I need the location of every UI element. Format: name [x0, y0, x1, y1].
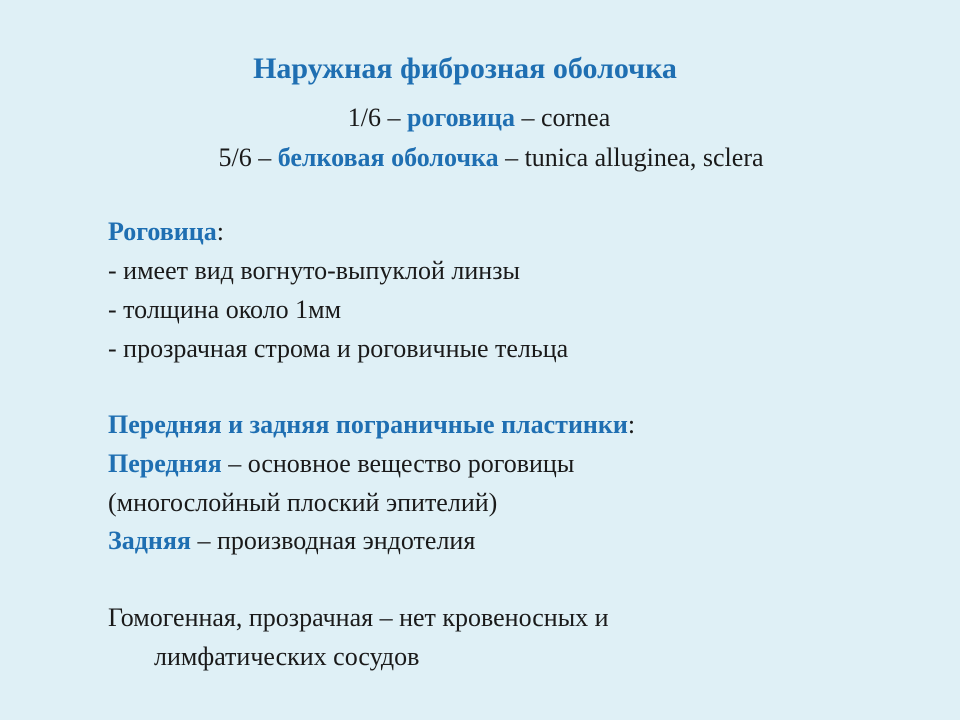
plates-posterior-term: Задняя: [108, 526, 191, 555]
plates-posterior: [108, 526, 475, 556]
plates-heading: [108, 410, 635, 440]
cornea-heading-colon: :: [216, 217, 224, 246]
cornea-item: - прозрачная строма и роговичные тельца: [108, 334, 569, 363]
ratio-sclera: [0, 143, 960, 173]
ratio-sclera-term: белковая оболочка: [277, 143, 499, 172]
cornea-heading-term: Роговица: [108, 217, 217, 246]
plates-anterior-term: Передняя: [108, 449, 222, 478]
ratio-cornea: [0, 103, 958, 133]
cornea-item: - имеет вид вогнуто-выпуклой линзы: [108, 256, 520, 285]
cornea-heading: [108, 217, 224, 247]
plates-posterior-text: – производная эндотелия: [191, 526, 476, 555]
ratio-sclera-prefix: 5/6 –: [218, 143, 278, 172]
cornea-item: - толщина около 1мм: [108, 295, 342, 324]
summary-line: Гомогенная, прозрачная – нет кровеносных и: [108, 603, 609, 632]
ratio-cornea-suffix: – cornea: [514, 103, 611, 132]
plates-anterior: [108, 449, 574, 479]
ratio-sclera-suffix: – tunica alluginea, sclera: [498, 143, 764, 172]
slide-title: Наружная фиброзная оболочка: [253, 52, 677, 85]
plates-anterior-continuation: (многослойный плоский эпителий): [108, 488, 498, 517]
plates-heading-colon: :: [627, 410, 636, 439]
plates-anterior-text: – основное вещество роговицы: [221, 449, 575, 478]
plates-heading-term: Передняя и задняя пограничные пластинки: [108, 410, 628, 439]
ratio-cornea-prefix: 1/6 –: [347, 103, 407, 132]
summary-line: лимфатических сосудов: [154, 642, 420, 671]
ratio-cornea-term: роговица: [406, 103, 515, 132]
